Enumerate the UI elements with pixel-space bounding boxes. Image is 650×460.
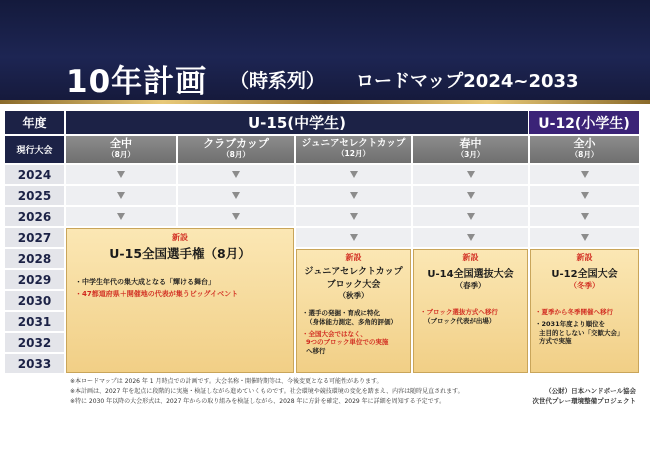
continuation-cell [530, 228, 639, 247]
u12-bullet-2031: ・2031年度より順位を [535, 319, 606, 328]
u14-select-box [413, 249, 528, 373]
year-label: 2028 [5, 249, 64, 268]
footnotes [70, 377, 464, 407]
new-badge: 新設 [345, 253, 362, 262]
footnote: ※特に 2030 年以降の大会形式は、2027 年からの取り組みを検証しながら、2028 年に方針を確定、2029 年に詳細を周知する予定です。 [70, 398, 446, 405]
continuation-cell [413, 228, 528, 247]
u15-bullet-prefectures: ・47都道府県＋開催地の代表が集うビッグイベント [75, 290, 239, 299]
junior-bullet-transition: へ移行 [306, 347, 326, 356]
continuation-cell [296, 228, 411, 247]
down-arrow-icon [581, 213, 589, 220]
u12-category-band: U-12(小学生) [529, 111, 639, 134]
continuation-cell [413, 207, 528, 226]
new-badge: 新設 [462, 253, 479, 262]
down-arrow-icon [117, 192, 125, 199]
junior-select-subtitle: ブロック大会 [326, 280, 381, 290]
year-label: 2032 [5, 333, 64, 352]
u15-category-band: U-15(中学生) [66, 111, 528, 134]
down-arrow-icon [117, 213, 125, 220]
continuation-cell [413, 165, 528, 184]
down-arrow-icon [232, 213, 240, 220]
u12-bullet-winter: ・夏季から冬季開催へ移行 [535, 308, 613, 316]
down-arrow-icon [117, 171, 125, 178]
continuation-cell [66, 207, 176, 226]
year-label: 2025 [5, 186, 64, 205]
competition-header-zensho [530, 136, 639, 163]
continuation-cell [66, 165, 176, 184]
page-subtitle: （時系列） [230, 70, 326, 92]
competition-season: （8月） [222, 150, 250, 160]
year-label: 2027 [5, 228, 64, 247]
down-arrow-icon [350, 192, 358, 199]
continuation-cell [530, 165, 639, 184]
down-arrow-icon [350, 234, 358, 241]
down-arrow-icon [467, 171, 475, 178]
junior-bullet-not-national: ・全国大会ではなく、 [302, 329, 367, 338]
continuation-cell [530, 207, 639, 226]
u15-championship-title: U-15全国選手権（8月） [109, 246, 251, 261]
down-arrow-icon [350, 213, 358, 220]
competition-header-haruchu [413, 136, 528, 163]
year-label: 2029 [5, 270, 64, 289]
down-arrow-icon [581, 234, 589, 241]
u12-season: （冬季） [569, 281, 600, 290]
competition-name: ジュニアセレクトカップ [301, 138, 406, 149]
u14-season: （春季） [455, 281, 486, 290]
down-arrow-icon [232, 171, 240, 178]
competition-season: （12月） [337, 149, 370, 159]
organization-name: （公財）日本ハンドボール協会 [545, 387, 636, 395]
down-arrow-icon [581, 192, 589, 199]
competition-name: 全小 [573, 137, 596, 150]
continuation-cell [296, 186, 411, 205]
competition-name: クラブカップ [203, 137, 269, 150]
competition-season: （8月） [107, 150, 135, 160]
continuation-cell [530, 186, 639, 205]
u12-national-box [530, 249, 639, 373]
page-title: 10年計画 [66, 64, 208, 100]
gold-divider [0, 100, 650, 104]
competition-header-club-cup [178, 136, 294, 163]
down-arrow-icon [350, 171, 358, 178]
new-badge: 新設 [576, 253, 593, 262]
continuation-cell [296, 207, 411, 226]
down-arrow-icon [232, 192, 240, 199]
continuation-cell [66, 186, 176, 205]
continuation-cell [178, 186, 294, 205]
year-header: 年度 [5, 111, 64, 134]
continuation-cell [178, 165, 294, 184]
u14-title: U-14全国選抜大会 [427, 269, 514, 280]
current-competition-header: 現行大会 [5, 136, 64, 163]
year-label: 2031 [5, 312, 64, 331]
u14-bullet-block-rep: （ブロック代表が出場） [424, 316, 496, 325]
year-label: 2030 [5, 291, 64, 310]
footnote: ※本計画は、2027 年を起点に段階的に実施・検証しながら進めていくものです。社会環境や競技環境の変化を踏まえ、内容は随時見直されます。 [70, 388, 464, 395]
year-label: 2026 [5, 207, 64, 226]
title-banner [0, 0, 650, 104]
junior-select-title: ジュニアセレクトカップ [304, 267, 403, 277]
competition-season: （8月） [570, 150, 599, 160]
down-arrow-icon [467, 234, 475, 241]
u14-bullet-block-select: ・ブロック選抜方式へ移行 [420, 308, 498, 316]
continuation-cell [413, 186, 528, 205]
competition-name: 春中 [459, 137, 482, 150]
junior-bullet-nine-blocks: 9つのブロック単位での実施 [306, 338, 389, 347]
competition-name: 全中 [110, 137, 132, 150]
down-arrow-icon [581, 171, 589, 178]
u15-bullet-stage: ・中学生年代の集大成となる「輝ける舞台」 [75, 278, 215, 286]
u12-title: U-12全国大会 [551, 269, 618, 280]
roadmap-title: ロードマップ2024~2033 [356, 71, 579, 92]
competition-season: （3月） [456, 150, 485, 160]
competition-header-zenchu [66, 136, 176, 163]
competition-header-junior-select [296, 136, 411, 163]
u15-championship-box [66, 228, 294, 373]
footnote: ※本ロードマップは 2026 年 1 月時点での計画です。大会名称・開催時期等は、今後変更となる可能性があります。 [70, 378, 383, 385]
new-badge: 新設 [172, 233, 188, 242]
continuation-cell [178, 207, 294, 226]
junior-select-block-box [296, 249, 411, 373]
junior-bullet-development-detail: （身体能力測定、多角的評価） [306, 317, 397, 326]
junior-select-season: （秋季） [338, 291, 369, 300]
organization-credit [532, 386, 636, 406]
u12-bullet-exchange: 主目的としない「交歓大会」 [539, 328, 624, 337]
down-arrow-icon [467, 213, 475, 220]
year-label: 2024 [5, 165, 64, 184]
continuation-cell [296, 165, 411, 184]
project-name: 次世代プレー環境整備プロジェクト [532, 397, 636, 405]
down-arrow-icon [467, 192, 475, 199]
junior-bullet-development: ・選手の発掘・育成に特化 [302, 309, 380, 317]
year-label: 2033 [5, 354, 64, 373]
u12-bullet-method: 方式で実施 [539, 337, 572, 346]
